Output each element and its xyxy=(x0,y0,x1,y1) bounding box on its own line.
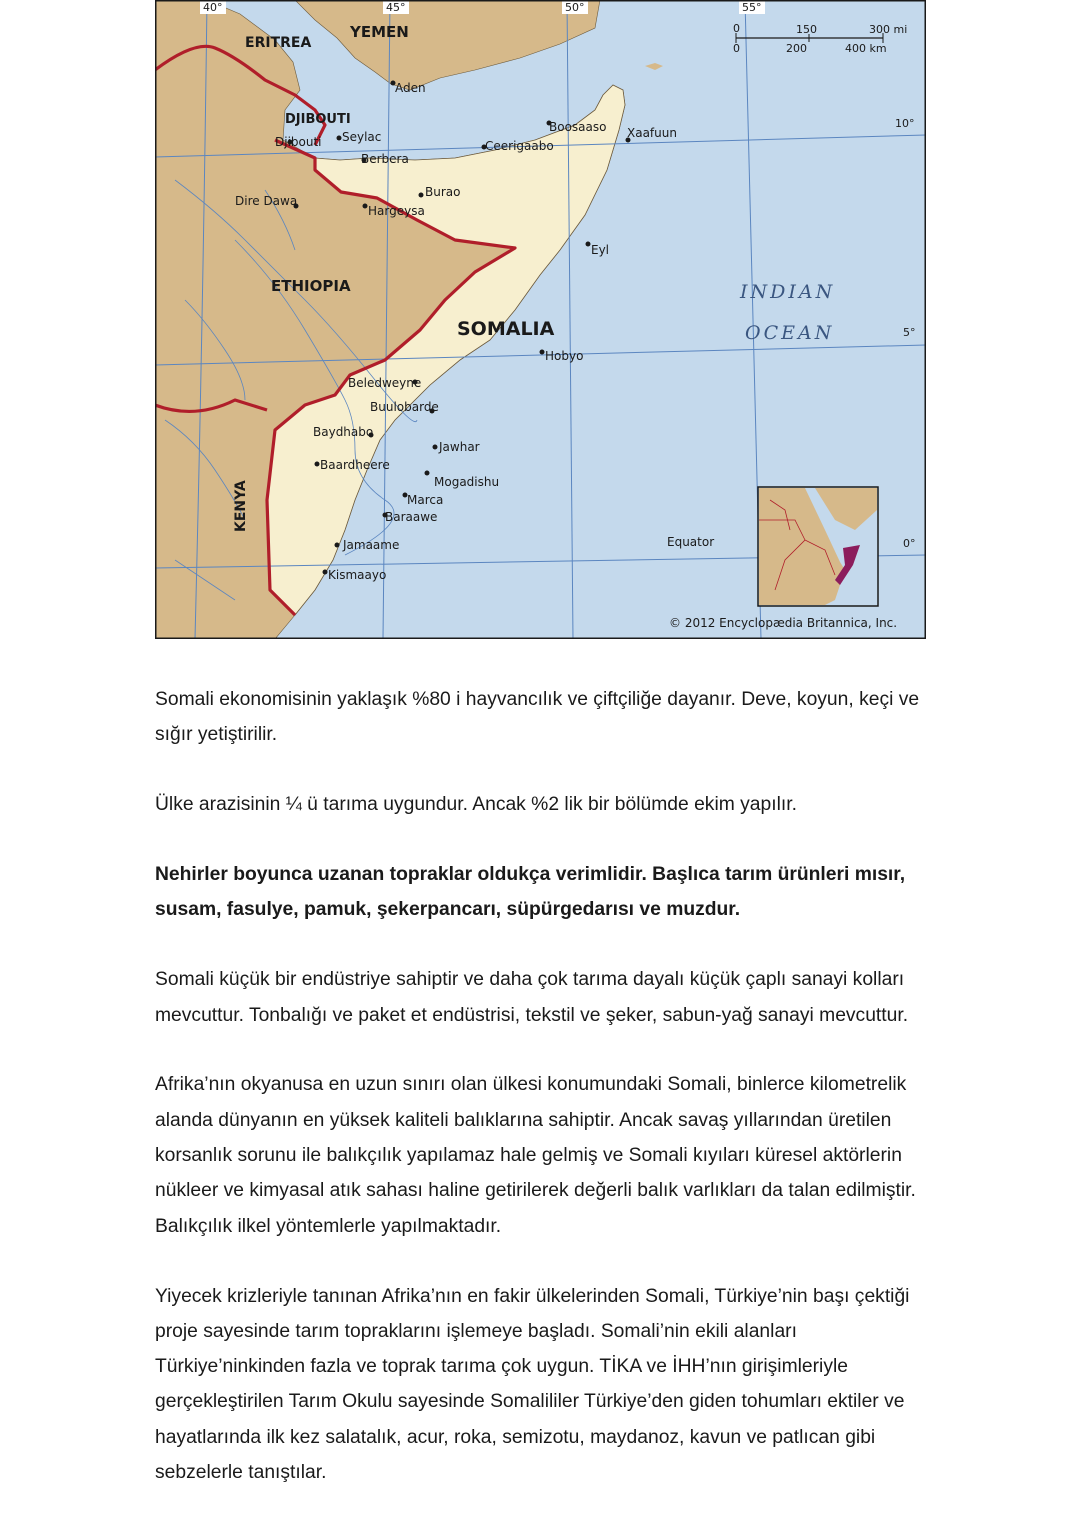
city-buulobarde: Buulobarde xyxy=(370,400,439,414)
label-ethiopia: ETHIOPIA xyxy=(271,277,351,295)
paragraph-livestock: Somali ekonomisinin yaklaşık %80 i hayvancılık ve çiftçiliğe dayanır. Deve, koyun, keçi ve sığır yetiştirilir. xyxy=(155,689,920,746)
city-mogadishu: Mogadishu xyxy=(434,475,500,489)
city-xaafuun: Xaafuun xyxy=(627,126,677,140)
city-aden: Aden xyxy=(395,81,426,95)
city-berbera: Berbera xyxy=(361,152,409,166)
label-djibouti: DJIBOUTI xyxy=(285,112,351,127)
longitude-55: 55° xyxy=(742,1,762,14)
scale-zero-mi: 0 xyxy=(733,22,740,35)
scale-200-km: 200 xyxy=(786,42,807,55)
city-baydhabo: Baydhabo xyxy=(313,425,374,439)
city-burao: Burao xyxy=(425,185,461,199)
latitude-0: 0° xyxy=(903,537,916,550)
city-beledweyne: Beledweyne xyxy=(348,376,422,390)
city-marca: Marca xyxy=(407,493,444,507)
article-text xyxy=(155,682,935,1525)
city-seylac: Seylac xyxy=(342,130,382,144)
city-ceerigaabo: Ceerigaabo xyxy=(485,139,554,153)
city-hargeysa: Hargeysa xyxy=(368,204,425,218)
city-baardheere: Baardheere xyxy=(320,458,390,472)
label-eritrea: ERITREA xyxy=(245,35,312,51)
ocean-label-line1: INDIAN xyxy=(740,281,836,303)
paragraph-agriculture-project: Yiyecek krizleriyle tanınan Afrika’nın en fakir ülkelerinden Somali, Türkiye’nin başı çektiği proje sayesinde tarım topraklarını işlemeye başladı. Somali’nin ekili alanları Türkiye’ninkinden fazla ve toprak tarıma çok uygun. TİKA ve İHH’nın girişimleriyle gerçekleştirilen Tarım Okulu sayesinde Somalililer Türkiye’den giden tohumları ektiler ve hayatlarında ilk kez salatalık, acur, roka, semizotu, maydanoz, kavun ve patlıcan gibi sebzelerle tanıştılar. xyxy=(155,1285,910,1484)
scale-300-mi: 300 mi xyxy=(869,23,908,36)
paragraph-industry: Somali küçük bir endüstriye sahiptir ve daha çok tarıma dayalı küçük çaplı sanayi kolları mevcuttur. Tonbalığı ve paket et endüstrisi, tekstil ve şeker, sabun-yağ sanayi mevcuttur. xyxy=(155,969,909,1026)
paragraph-arable-land: Ülke arazisinin ¼ ü tarıma uygundur. Ancak %2 lik bir bölümde ekim yapılır. xyxy=(155,794,797,816)
map-svg xyxy=(155,0,926,639)
city-jawhar: Jawhar xyxy=(439,440,480,454)
latitude-5: 5° xyxy=(903,326,916,339)
credit: © 2012 Encyclopædia Britannica, Inc. xyxy=(669,616,898,630)
paragraph-crops: Nehirler boyunca uzanan topraklar oldukça verimlidir. Başlıca tarım ürünleri mısır, susam, fasulye, pamuk, şekerpancarı, süpürgedarısı ve muzdur. xyxy=(155,864,906,921)
locator-inset xyxy=(758,487,878,606)
equator-label: Equator xyxy=(667,535,715,549)
city-hobyo: Hobyo xyxy=(545,349,584,363)
city-eyl: Eyl xyxy=(591,243,610,257)
city-jamaame: Jamaame xyxy=(343,538,400,552)
city-dire-dawa: Dire Dawa xyxy=(235,194,298,208)
scale-zero-km: 0 xyxy=(733,42,740,55)
label-yemen: YEMEN xyxy=(350,23,409,41)
scale-150-mi: 150 xyxy=(796,23,817,36)
city-boosaaso: Boosaaso xyxy=(549,120,607,134)
longitude-50: 50° xyxy=(565,1,585,14)
ocean-label-line2: OCEAN xyxy=(745,322,835,344)
paragraph-fishing: Afrika’nın okyanusa en uzun sınırı olan ülkesi konumundaki Somali, binlerce kilometrelik alanda dünyanın en yüksek kaliteli balıklarına sahiptir. Ancak savaş yıllarından üretilen korsanlık sorunu ile balıkçılık yapılamaz hale gelmiş ve Somali kıyıları küresel aktörlerin nükleer ve kimyasal atık sahası haline getirilerek değerli balık varlıkları da talan edilmiştir. Balıkçılık ilkel yöntemlerle yapılmaktadır. xyxy=(155,1074,916,1237)
label-kenya: KENYA xyxy=(233,480,249,532)
longitude-40: 40° xyxy=(203,1,223,14)
city-djibouti: Djibouti xyxy=(275,135,322,149)
somalia-map xyxy=(155,0,926,639)
city-kismaayo: Kismaayo xyxy=(328,568,387,582)
city-baraawe: Baraawe xyxy=(385,510,438,524)
latitude-10: 10° xyxy=(895,117,915,130)
longitude-45: 45° xyxy=(386,1,406,14)
scale-400-km: 400 km xyxy=(845,42,887,55)
label-somalia: SOMALIA xyxy=(457,318,555,340)
